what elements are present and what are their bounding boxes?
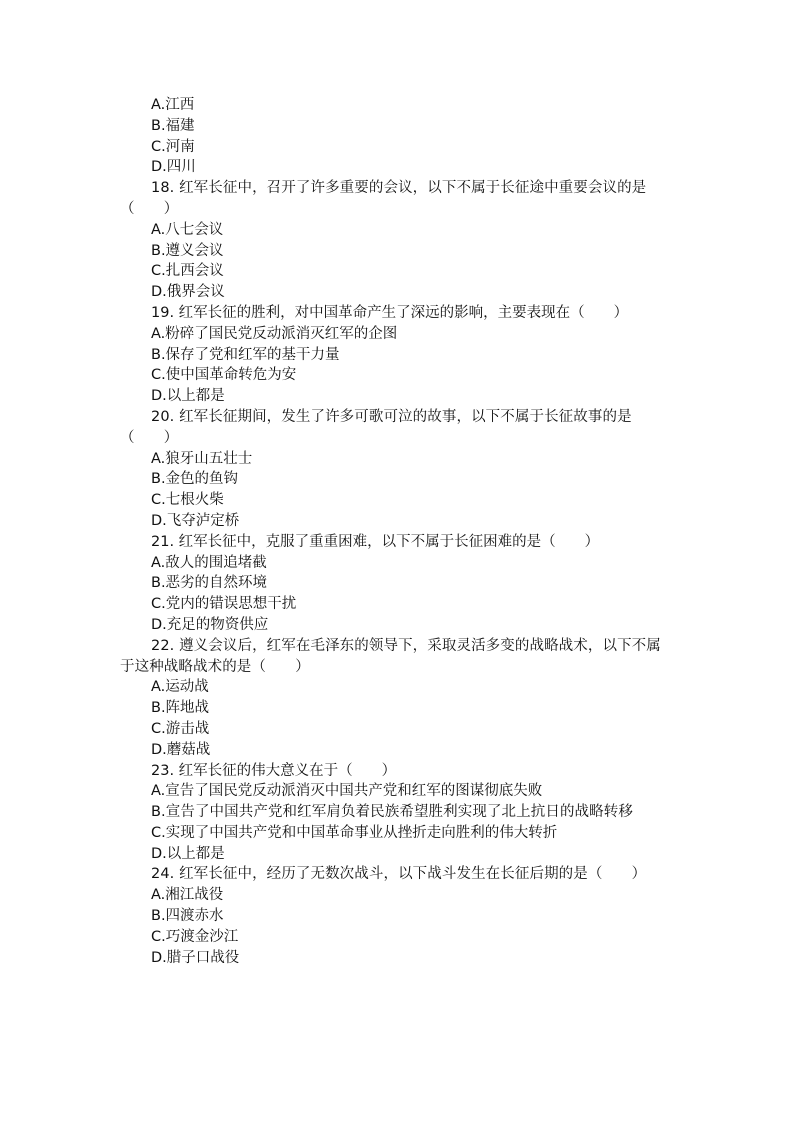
- question-19: [120, 303, 675, 407]
- option-b: B.恶劣的自然环境: [151, 575, 268, 592]
- question-24: [120, 864, 675, 968]
- question-stem: 18. 红军长征中，召开了许多重要的会议，以下不属于长征途中重要会议的是（ ）: [120, 180, 647, 217]
- option-d: D.以上都是: [151, 388, 225, 405]
- option-b: B.四渡赤水: [151, 908, 224, 925]
- question-22: [120, 636, 675, 761]
- option-c: C.七根火柴: [151, 492, 224, 509]
- question-stem: 21. 红军长征中，克服了重重困难，以下不属于长征困难的是（ ）: [151, 533, 600, 550]
- option-c: C.实现了中国共产党和中国革命事业从挫折走向胜利的伟大转折: [151, 824, 558, 841]
- option-c: C.使中国革命转危为安: [151, 367, 297, 384]
- option-c: C.游击战: [151, 720, 210, 737]
- question-23: [120, 761, 675, 865]
- option-b: B.宣告了中国共产党和红军肩负着民族希望胜利实现了北上抗日的战略转移: [151, 804, 633, 821]
- option-c: C.巧渡金沙江: [151, 928, 239, 945]
- option-d: D.腊子口战役: [151, 949, 240, 966]
- option-a: A.粉碎了国民党反动派消灭红军的企图: [151, 325, 398, 342]
- option-a: A.狼牙山五壮士: [151, 450, 253, 467]
- question-stem: 22. 遵义会议后，红军在毛泽东的领导下，采取灵活多变的战略战术，以下不属于这种战略战术的是（ ）: [120, 637, 661, 675]
- question-20: [120, 407, 675, 532]
- option-d: D.四川: [151, 159, 196, 176]
- option-d: D.飞夺泸定桥: [151, 512, 240, 529]
- question-stem: 19. 红军长征的胜利，对中国革命产生了深远的影响，主要表现在（ ）: [151, 304, 629, 321]
- option-b: B.福建: [151, 117, 195, 134]
- option-b: B.金色的鱼钩: [151, 471, 239, 488]
- option-b: B.阵地战: [151, 700, 210, 717]
- option-a: A.宣告了国民党反动派消灭中国共产党和红军的图谋彻底失败: [151, 783, 543, 800]
- option-b: B.保存了党和红军的基干力量: [151, 346, 340, 363]
- q17-options: [120, 95, 675, 178]
- option-d: D.蘑菇战: [151, 741, 211, 758]
- option-c: C.河南: [151, 138, 195, 155]
- option-c: C.党内的错误思想干扰: [151, 596, 297, 613]
- question-stem: 23. 红军长征的伟大意义在于（ ）: [151, 762, 397, 779]
- question-18: [120, 178, 675, 303]
- option-a: A.敌人的围追堵截: [151, 554, 267, 571]
- question-stem: 20. 红军长征期间，发生了许多可歌可泣的故事，以下不属于长征故事的是（ ）: [120, 408, 632, 446]
- option-c: C.扎西会议: [151, 263, 224, 280]
- question-stem: 24. 红军长征中，经历了无数次战斗，以下战斗发生在长征后期的是（ ）: [151, 866, 647, 883]
- option-a: A.江西: [151, 97, 195, 113]
- option-d: D.充足的物资供应: [151, 616, 269, 633]
- option-a: A.运动战: [151, 679, 209, 696]
- question-list: [120, 95, 675, 968]
- option-b: B.遵义会议: [151, 242, 224, 259]
- option-a: A.湘江战役: [151, 887, 224, 904]
- option-d: D.以上都是: [151, 845, 225, 862]
- question-21: [120, 532, 675, 636]
- option-a: A.八七会议: [151, 221, 224, 238]
- option-d: D.俄界会议: [151, 284, 225, 301]
